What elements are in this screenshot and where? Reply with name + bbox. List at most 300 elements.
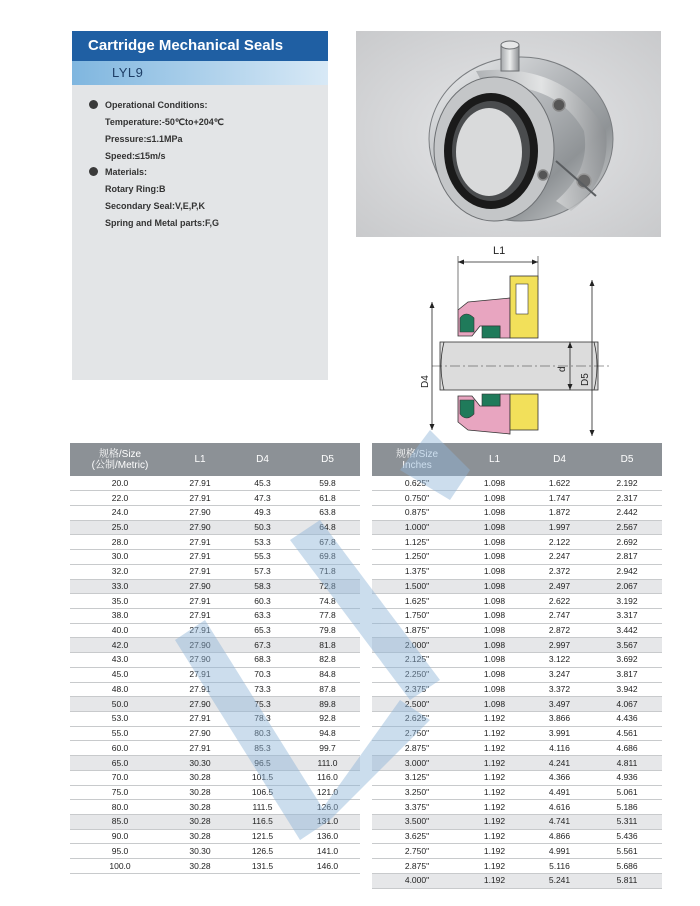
cell-d4: 1.872	[527, 505, 592, 520]
table-row	[372, 770, 662, 785]
cell-size: 2.500"	[372, 697, 462, 712]
cell-l1: 30.28	[170, 815, 230, 830]
cell-size: 20.0	[70, 476, 170, 491]
materials-heading: Materials:	[105, 167, 148, 177]
table-row	[372, 800, 662, 815]
cell-d5: 131.0	[295, 815, 360, 830]
cell-d5: 87.8	[295, 682, 360, 697]
cell-d5: 121.0	[295, 785, 360, 800]
cell-l1: 1.192	[462, 829, 527, 844]
header-d4: D4	[230, 443, 295, 476]
cell-size: 75.0	[70, 785, 170, 800]
cell-size: 2.875"	[372, 859, 462, 874]
table-row	[70, 608, 360, 623]
cell-l1: 30.28	[170, 785, 230, 800]
cell-size: 53.0	[70, 712, 170, 727]
cell-d5: 111.0	[295, 756, 360, 771]
table-row	[372, 579, 662, 594]
cell-size: 1.625"	[372, 594, 462, 609]
table-row	[70, 859, 360, 874]
table-row	[70, 800, 360, 815]
cell-d5: 4.811	[592, 756, 662, 771]
o-ring-upper	[460, 314, 474, 332]
table-row	[70, 712, 360, 727]
cell-size: 1.875"	[372, 623, 462, 638]
cell-l1: 27.90	[170, 653, 230, 668]
cell-l1: 1.192	[462, 756, 527, 771]
cell-size: 42.0	[70, 638, 170, 653]
cell-l1: 1.192	[462, 770, 527, 785]
inch-size-table	[372, 443, 662, 889]
cell-l1: 27.91	[170, 594, 230, 609]
cell-size: 0.750"	[372, 491, 462, 506]
sleeve-collar-lower	[510, 394, 538, 430]
cell-d4: 50.3	[230, 520, 295, 535]
cell-l1: 1.098	[462, 653, 527, 668]
header-size: 规格/Size (公制/Metric)	[70, 443, 170, 476]
cell-size: 28.0	[70, 535, 170, 550]
cell-d5: 4.436	[592, 712, 662, 727]
cell-l1: 27.90	[170, 726, 230, 741]
temperature-spec: Temperature:-50℃to+204℃	[105, 117, 224, 127]
cell-d5: 3.567	[592, 638, 662, 653]
cell-size: 2.125"	[372, 653, 462, 668]
table-row	[372, 638, 662, 653]
label-d4: D4	[420, 375, 431, 388]
cell-size: 2.750"	[372, 726, 462, 741]
cell-d5: 126.0	[295, 800, 360, 815]
cell-size: 95.0	[70, 844, 170, 859]
metric-size-table	[70, 443, 360, 874]
cell-size: 1.500"	[372, 579, 462, 594]
table-row	[372, 667, 662, 682]
cell-d4: 58.3	[230, 579, 295, 594]
cell-l1: 1.098	[462, 697, 527, 712]
cell-d4: 1.997	[527, 520, 592, 535]
cell-d5: 3.942	[592, 682, 662, 697]
cell-d5: 2.692	[592, 535, 662, 550]
cell-d4: 2.122	[527, 535, 592, 550]
cell-size: 22.0	[70, 491, 170, 506]
cell-size: 55.0	[70, 726, 170, 741]
cell-size: 3.125"	[372, 770, 462, 785]
table-row	[372, 608, 662, 623]
table-row	[70, 785, 360, 800]
cell-d4: 3.247	[527, 667, 592, 682]
cell-l1: 1.192	[462, 873, 527, 888]
cell-l1: 27.90	[170, 697, 230, 712]
cell-l1: 27.90	[170, 505, 230, 520]
cell-d5: 136.0	[295, 829, 360, 844]
table-row	[372, 741, 662, 756]
table-row	[372, 815, 662, 830]
cell-d5: 116.0	[295, 770, 360, 785]
cell-d4: 106.5	[230, 785, 295, 800]
cell-size: 30.0	[70, 550, 170, 565]
cell-d5: 4.067	[592, 697, 662, 712]
cell-l1: 1.192	[462, 726, 527, 741]
cell-d5: 69.8	[295, 550, 360, 565]
cell-l1: 1.098	[462, 579, 527, 594]
cell-d4: 1.747	[527, 491, 592, 506]
cell-l1: 1.098	[462, 491, 527, 506]
cell-d4: 3.991	[527, 726, 592, 741]
table-row	[70, 623, 360, 638]
cell-d5: 63.8	[295, 505, 360, 520]
cell-d5: 67.8	[295, 535, 360, 550]
cell-d4: 5.116	[527, 859, 592, 874]
cell-d4: 85.3	[230, 741, 295, 756]
table-row	[70, 476, 360, 491]
cell-l1: 27.91	[170, 623, 230, 638]
table-row	[70, 844, 360, 859]
cell-l1: 30.30	[170, 844, 230, 859]
table-row	[70, 594, 360, 609]
cell-l1: 27.91	[170, 535, 230, 550]
table-header-row	[70, 443, 360, 476]
label-d5: D5	[580, 373, 591, 386]
cell-d4: 4.616	[527, 800, 592, 815]
spring-metal-spec: Spring and Metal parts:F,G	[105, 218, 220, 228]
table-row	[372, 623, 662, 638]
cell-size: 45.0	[70, 667, 170, 682]
cell-d4: 4.741	[527, 815, 592, 830]
cell-d4: 4.991	[527, 844, 592, 859]
cell-d5: 5.561	[592, 844, 662, 859]
cell-l1: 27.91	[170, 712, 230, 727]
rotary-ring-spec: Rotary Ring:B	[105, 184, 166, 194]
cell-size: 3.500"	[372, 815, 462, 830]
cell-l1: 1.098	[462, 594, 527, 609]
table-row	[372, 535, 662, 550]
table-row	[372, 653, 662, 668]
cell-d4: 2.997	[527, 638, 592, 653]
table-row	[70, 505, 360, 520]
cell-d4: 80.3	[230, 726, 295, 741]
cell-d4: 47.3	[230, 491, 295, 506]
cell-d5: 89.8	[295, 697, 360, 712]
table-row	[70, 550, 360, 565]
cell-l1: 1.192	[462, 800, 527, 815]
cell-d5: 2.942	[592, 564, 662, 579]
cell-d5: 2.442	[592, 505, 662, 520]
cell-size: 38.0	[70, 608, 170, 623]
bullet-icon	[89, 167, 98, 176]
cell-d5: 5.311	[592, 815, 662, 830]
cell-d4: 2.622	[527, 594, 592, 609]
cell-d5: 81.8	[295, 638, 360, 653]
table-row	[372, 682, 662, 697]
cell-l1: 30.28	[170, 770, 230, 785]
cell-d4: 126.5	[230, 844, 295, 859]
cell-d4: 60.3	[230, 594, 295, 609]
cell-d4: 96.5	[230, 756, 295, 771]
cell-d4: 101.5	[230, 770, 295, 785]
cell-size: 85.0	[70, 815, 170, 830]
table-row	[372, 726, 662, 741]
cell-size: 35.0	[70, 594, 170, 609]
cell-d5: 3.192	[592, 594, 662, 609]
cell-d4: 3.866	[527, 712, 592, 727]
cell-d4: 75.3	[230, 697, 295, 712]
bullet-icon	[89, 100, 98, 109]
cell-d4: 57.3	[230, 564, 295, 579]
cell-size: 1.375"	[372, 564, 462, 579]
table-row	[70, 697, 360, 712]
cell-l1: 1.192	[462, 785, 527, 800]
table-row	[372, 564, 662, 579]
cartridge-seal-image	[356, 31, 661, 237]
table-header-row	[372, 443, 662, 476]
table-row	[372, 697, 662, 712]
cell-d4: 73.3	[230, 682, 295, 697]
speed-spec: Speed:≤15m/s	[105, 151, 166, 161]
cell-l1: 1.098	[462, 682, 527, 697]
cell-d5: 94.8	[295, 726, 360, 741]
cell-l1: 1.098	[462, 505, 527, 520]
cell-l1: 27.90	[170, 520, 230, 535]
page-title: Cartridge Mechanical Seals	[88, 37, 284, 54]
table-row	[70, 579, 360, 594]
cell-d4: 2.747	[527, 608, 592, 623]
cell-d4: 111.5	[230, 800, 295, 815]
cell-l1: 1.098	[462, 623, 527, 638]
cell-l1: 1.098	[462, 520, 527, 535]
table-row	[372, 829, 662, 844]
cell-d5: 64.8	[295, 520, 360, 535]
cell-l1: 27.91	[170, 491, 230, 506]
cell-l1: 27.91	[170, 550, 230, 565]
cell-size: 3.375"	[372, 800, 462, 815]
cell-d4: 65.3	[230, 623, 295, 638]
cell-d5: 146.0	[295, 859, 360, 874]
cell-d5: 5.436	[592, 829, 662, 844]
cell-size: 43.0	[70, 653, 170, 668]
cell-l1: 30.30	[170, 756, 230, 771]
cell-l1: 27.90	[170, 579, 230, 594]
cell-l1: 1.098	[462, 550, 527, 565]
table-row	[372, 476, 662, 491]
table-row	[372, 785, 662, 800]
table-row	[70, 520, 360, 535]
cell-d4: 70.3	[230, 667, 295, 682]
cell-l1: 1.192	[462, 815, 527, 830]
table-row	[372, 859, 662, 874]
cell-size: 1.000"	[372, 520, 462, 535]
table-row	[70, 491, 360, 506]
cell-l1: 1.098	[462, 535, 527, 550]
cell-d5: 77.8	[295, 608, 360, 623]
table-row	[372, 844, 662, 859]
label-l1: L1	[493, 245, 506, 257]
table-row	[372, 520, 662, 535]
cell-size: 3.250"	[372, 785, 462, 800]
cell-d5: 5.686	[592, 859, 662, 874]
cell-d4: 78.3	[230, 712, 295, 727]
cell-d4: 2.247	[527, 550, 592, 565]
cell-d4: 67.3	[230, 638, 295, 653]
header-size: 规格/Size Inches	[372, 443, 462, 476]
cell-d5: 72.8	[295, 579, 360, 594]
header-d5: D5	[592, 443, 662, 476]
cell-size: 1.250"	[372, 550, 462, 565]
table-row	[372, 491, 662, 506]
cell-d4: 63.3	[230, 608, 295, 623]
cell-size: 24.0	[70, 505, 170, 520]
cell-d4: 131.5	[230, 859, 295, 874]
cell-d5: 61.8	[295, 491, 360, 506]
cell-size: 65.0	[70, 756, 170, 771]
cell-d4: 116.5	[230, 815, 295, 830]
cell-size: 2.750"	[372, 844, 462, 859]
cell-d4: 2.872	[527, 623, 592, 638]
cell-size: 32.0	[70, 564, 170, 579]
cell-d5: 3.817	[592, 667, 662, 682]
cell-size: 80.0	[70, 800, 170, 815]
cross-section-drawing	[410, 240, 630, 440]
cell-d4: 49.3	[230, 505, 295, 520]
cell-d5: 79.8	[295, 623, 360, 638]
cell-size: 1.125"	[372, 535, 462, 550]
cell-d5: 4.686	[592, 741, 662, 756]
table-row	[70, 726, 360, 741]
cell-l1: 1.098	[462, 476, 527, 491]
cell-l1: 1.098	[462, 638, 527, 653]
cell-size: 2.875"	[372, 741, 462, 756]
cell-size: 50.0	[70, 697, 170, 712]
cell-d5: 141.0	[295, 844, 360, 859]
table-row	[70, 682, 360, 697]
cell-d5: 5.061	[592, 785, 662, 800]
cell-d5: 92.8	[295, 712, 360, 727]
cell-d5: 2.567	[592, 520, 662, 535]
product-photo	[356, 31, 661, 237]
cell-d5: 82.8	[295, 653, 360, 668]
cell-l1: 27.91	[170, 667, 230, 682]
cell-l1: 27.91	[170, 476, 230, 491]
cell-l1: 27.91	[170, 608, 230, 623]
cell-d5: 5.186	[592, 800, 662, 815]
cell-d4: 4.116	[527, 741, 592, 756]
cell-size: 0.625"	[372, 476, 462, 491]
cell-size: 100.0	[70, 859, 170, 874]
cell-d5: 3.442	[592, 623, 662, 638]
cell-size: 2.625"	[372, 712, 462, 727]
cell-l1: 27.91	[170, 682, 230, 697]
table-row	[372, 505, 662, 520]
cell-d5: 2.317	[592, 491, 662, 506]
cell-l1: 1.192	[462, 859, 527, 874]
o-ring-lower	[460, 400, 474, 418]
cell-d4: 121.5	[230, 829, 295, 844]
table-row	[70, 756, 360, 771]
cell-size: 90.0	[70, 829, 170, 844]
cell-d4: 4.241	[527, 756, 592, 771]
table-row	[70, 829, 360, 844]
cell-size: 2.000"	[372, 638, 462, 653]
cell-d5: 71.8	[295, 564, 360, 579]
cell-size: 70.0	[70, 770, 170, 785]
cell-l1: 27.90	[170, 638, 230, 653]
table-row	[372, 712, 662, 727]
cell-l1: 1.098	[462, 667, 527, 682]
cell-d4: 3.497	[527, 697, 592, 712]
cell-l1: 30.28	[170, 800, 230, 815]
cell-d4: 45.3	[230, 476, 295, 491]
cell-d5: 74.8	[295, 594, 360, 609]
pressure-spec: Pressure:≤1.1MPa	[105, 134, 183, 144]
table-row	[70, 653, 360, 668]
cell-d4: 4.491	[527, 785, 592, 800]
table-row	[70, 564, 360, 579]
cell-size: 25.0	[70, 520, 170, 535]
cell-size: 2.375"	[372, 682, 462, 697]
table-row	[372, 594, 662, 609]
cell-l1: 27.91	[170, 564, 230, 579]
cell-l1: 27.91	[170, 741, 230, 756]
cell-l1: 30.28	[170, 859, 230, 874]
cell-d4: 4.366	[527, 770, 592, 785]
cell-size: 0.875"	[372, 505, 462, 520]
cell-size: 33.0	[70, 579, 170, 594]
cell-d4: 1.622	[527, 476, 592, 491]
header-l1: L1	[462, 443, 527, 476]
cell-d4: 53.3	[230, 535, 295, 550]
cell-size: 60.0	[70, 741, 170, 756]
cell-size: 3.000"	[372, 756, 462, 771]
cell-size: 2.250"	[372, 667, 462, 682]
cell-d4: 4.866	[527, 829, 592, 844]
title-bar	[72, 31, 328, 61]
cell-d5: 59.8	[295, 476, 360, 491]
table-row	[70, 770, 360, 785]
cell-d5: 4.561	[592, 726, 662, 741]
table-row	[70, 638, 360, 653]
cell-d5: 2.817	[592, 550, 662, 565]
operational-heading: Operational Conditions:	[105, 100, 208, 110]
cell-d4: 5.241	[527, 873, 592, 888]
cell-d5: 4.936	[592, 770, 662, 785]
cell-size: 1.750"	[372, 608, 462, 623]
table-row	[70, 667, 360, 682]
cell-size: 4.000"	[372, 873, 462, 888]
cell-l1: 1.192	[462, 741, 527, 756]
cell-l1: 1.098	[462, 608, 527, 623]
header-l1: L1	[170, 443, 230, 476]
secondary-seal-spec: Secondary Seal:V,E,P,K	[105, 201, 206, 211]
cell-l1: 1.098	[462, 564, 527, 579]
cell-d4: 3.122	[527, 653, 592, 668]
cell-l1: 1.192	[462, 844, 527, 859]
cell-d4: 2.497	[527, 579, 592, 594]
cell-d5: 3.317	[592, 608, 662, 623]
cell-d5: 3.692	[592, 653, 662, 668]
cell-d5: 2.067	[592, 579, 662, 594]
cell-d5: 2.192	[592, 476, 662, 491]
table-row	[372, 873, 662, 888]
cell-size: 40.0	[70, 623, 170, 638]
cell-l1: 1.192	[462, 712, 527, 727]
cell-d5: 99.7	[295, 741, 360, 756]
cell-d4: 55.3	[230, 550, 295, 565]
table-row	[70, 815, 360, 830]
label-d: d	[557, 366, 568, 372]
model-name: LYL9	[112, 65, 144, 80]
model-bar	[72, 61, 328, 85]
table-row	[372, 756, 662, 771]
table-row	[70, 741, 360, 756]
cell-size: 48.0	[70, 682, 170, 697]
